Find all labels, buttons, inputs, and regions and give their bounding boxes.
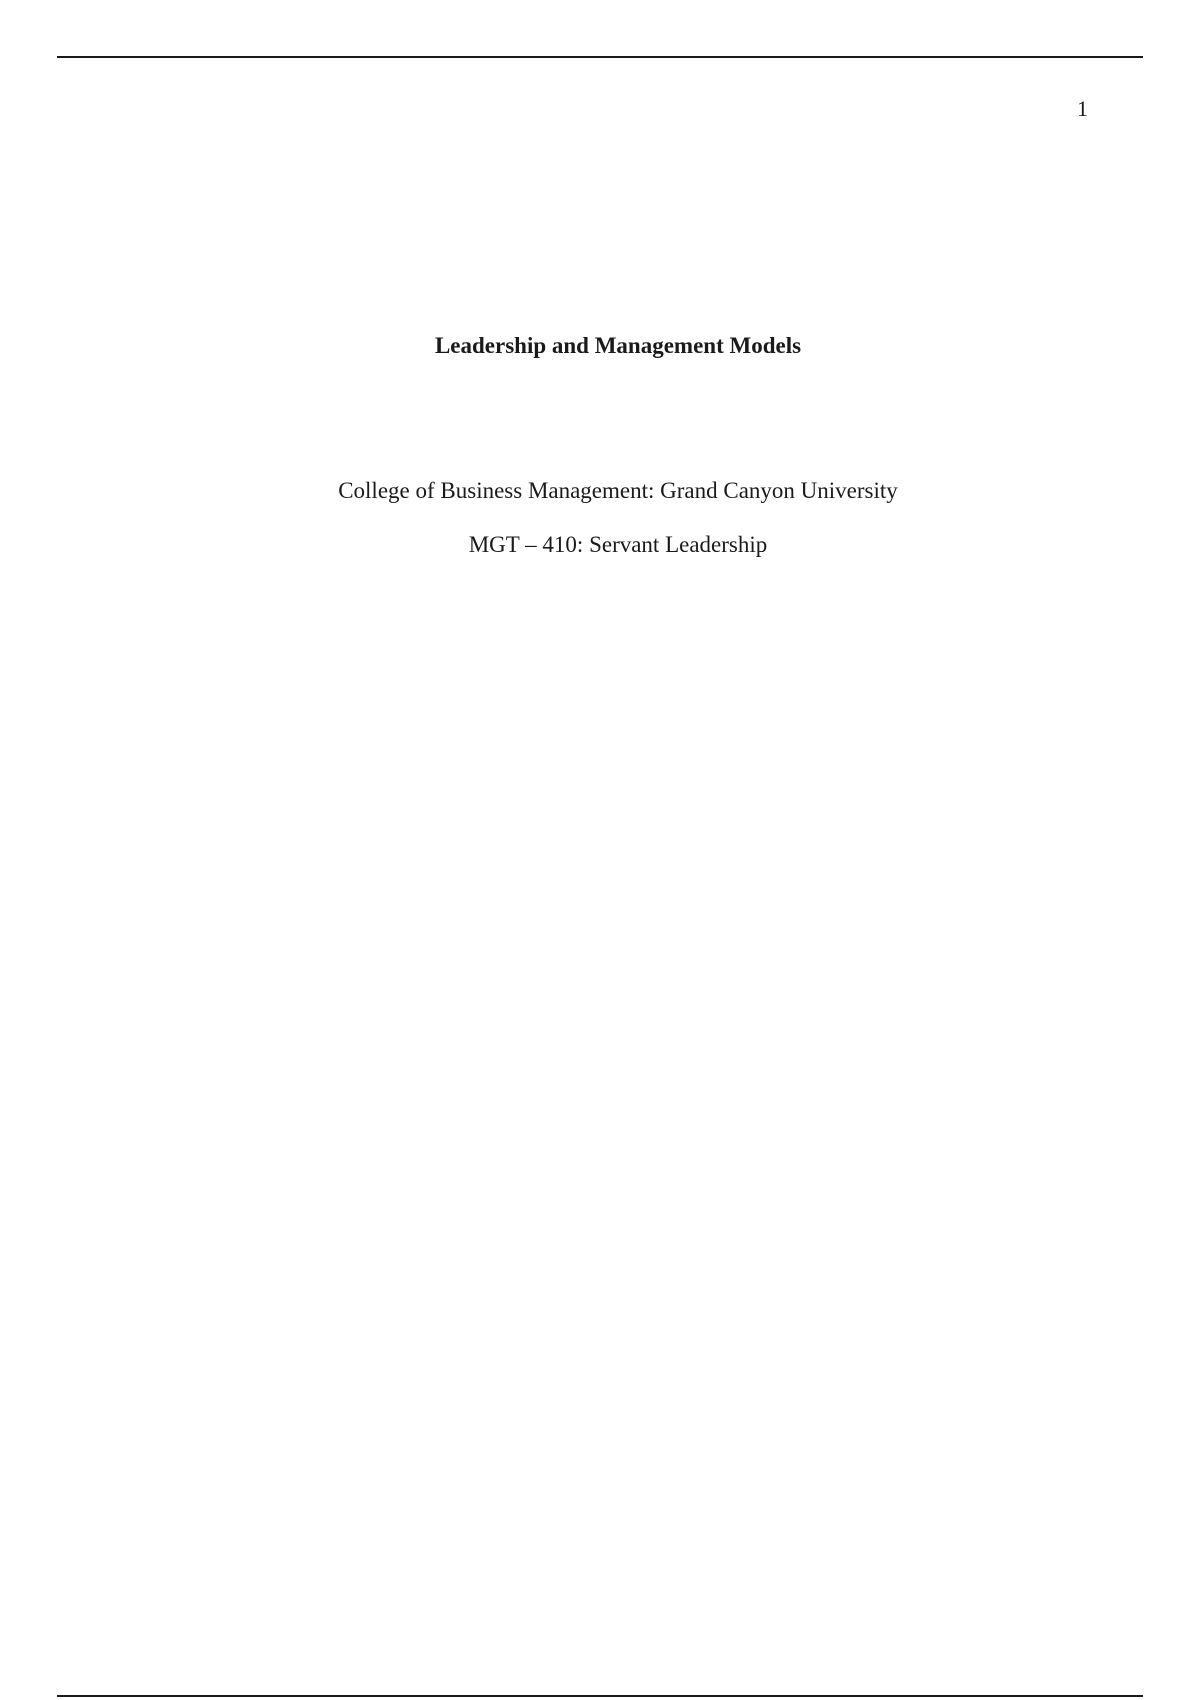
page-number: 1 [1077,96,1088,121]
course-line: MGT – 410: Servant Leadership [468,532,768,557]
document-title: Leadership and Management Models [434,333,802,358]
institution-line: College of Business Management: Grand Canyon University [338,478,898,503]
header-rule [57,56,1143,58]
footer-rule [57,1695,1143,1697]
